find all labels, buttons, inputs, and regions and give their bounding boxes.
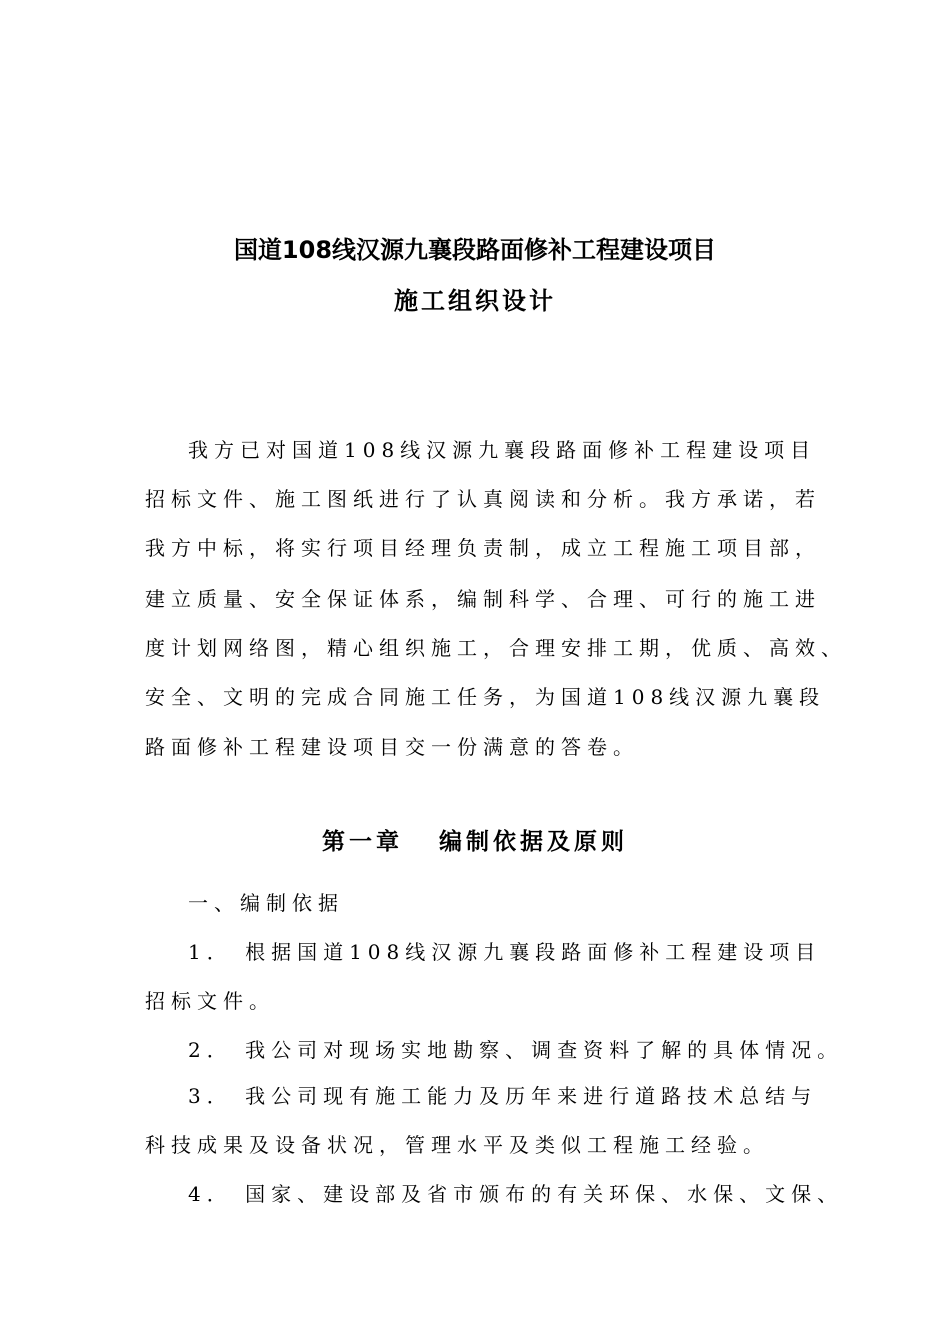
intro-line-6: 安全、文明的完成合同施工任务，为国道108线汉源九襄段 <box>145 685 826 709</box>
list-item-3-line-2: 科技成果及设备状况，管理水平及类似工程施工经验。 <box>145 1133 769 1157</box>
list-item-3-line-1: 3． 我公司现有施工能力及历年来进行道路技术总结与 <box>188 1084 818 1108</box>
intro-line-2: 招标文件、施工图纸进行了认真阅读和分析。我方承诺，若 <box>145 487 821 511</box>
chapter-title: 编制依据及原则 <box>439 829 628 855</box>
chapter-heading <box>0 827 950 857</box>
section-heading: 一、编制依据 <box>188 891 344 915</box>
document-title-line-1: 国道108线汉源九襄段路面修补工程建设项目 <box>233 236 717 264</box>
chapter-number: 第一章 <box>322 829 403 855</box>
intro-line-1: 我方已对国道108线汉源九襄段路面修补工程建设项目 <box>188 438 817 462</box>
list-item-1-line-1: 1． 根据国道108线汉源九襄段路面修补工程建设项目 <box>188 940 822 964</box>
intro-line-7: 路面修补工程建设项目交一份满意的答卷。 <box>145 735 639 759</box>
list-item-4-line-1: 4． 国家、建设部及省市颁布的有关环保、水保、文保、 <box>188 1182 844 1206</box>
intro-line-5: 度计划网络图，精心组织施工，合理安排工期，优质、高效、 <box>145 636 847 660</box>
intro-line-4: 建立质量、安全保证体系，编制科学、合理、可行的施工进 <box>145 587 821 611</box>
document-title-line-2: 施工组织设计 <box>394 287 556 315</box>
list-item-1-line-2: 招标文件。 <box>145 989 275 1013</box>
list-item-2: 2． 我公司对现场实地勘察、调查资料了解的具体情况。 <box>188 1038 844 1062</box>
intro-line-3: 我方中标，将实行项目经理负责制，成立工程施工项目部， <box>145 536 821 560</box>
